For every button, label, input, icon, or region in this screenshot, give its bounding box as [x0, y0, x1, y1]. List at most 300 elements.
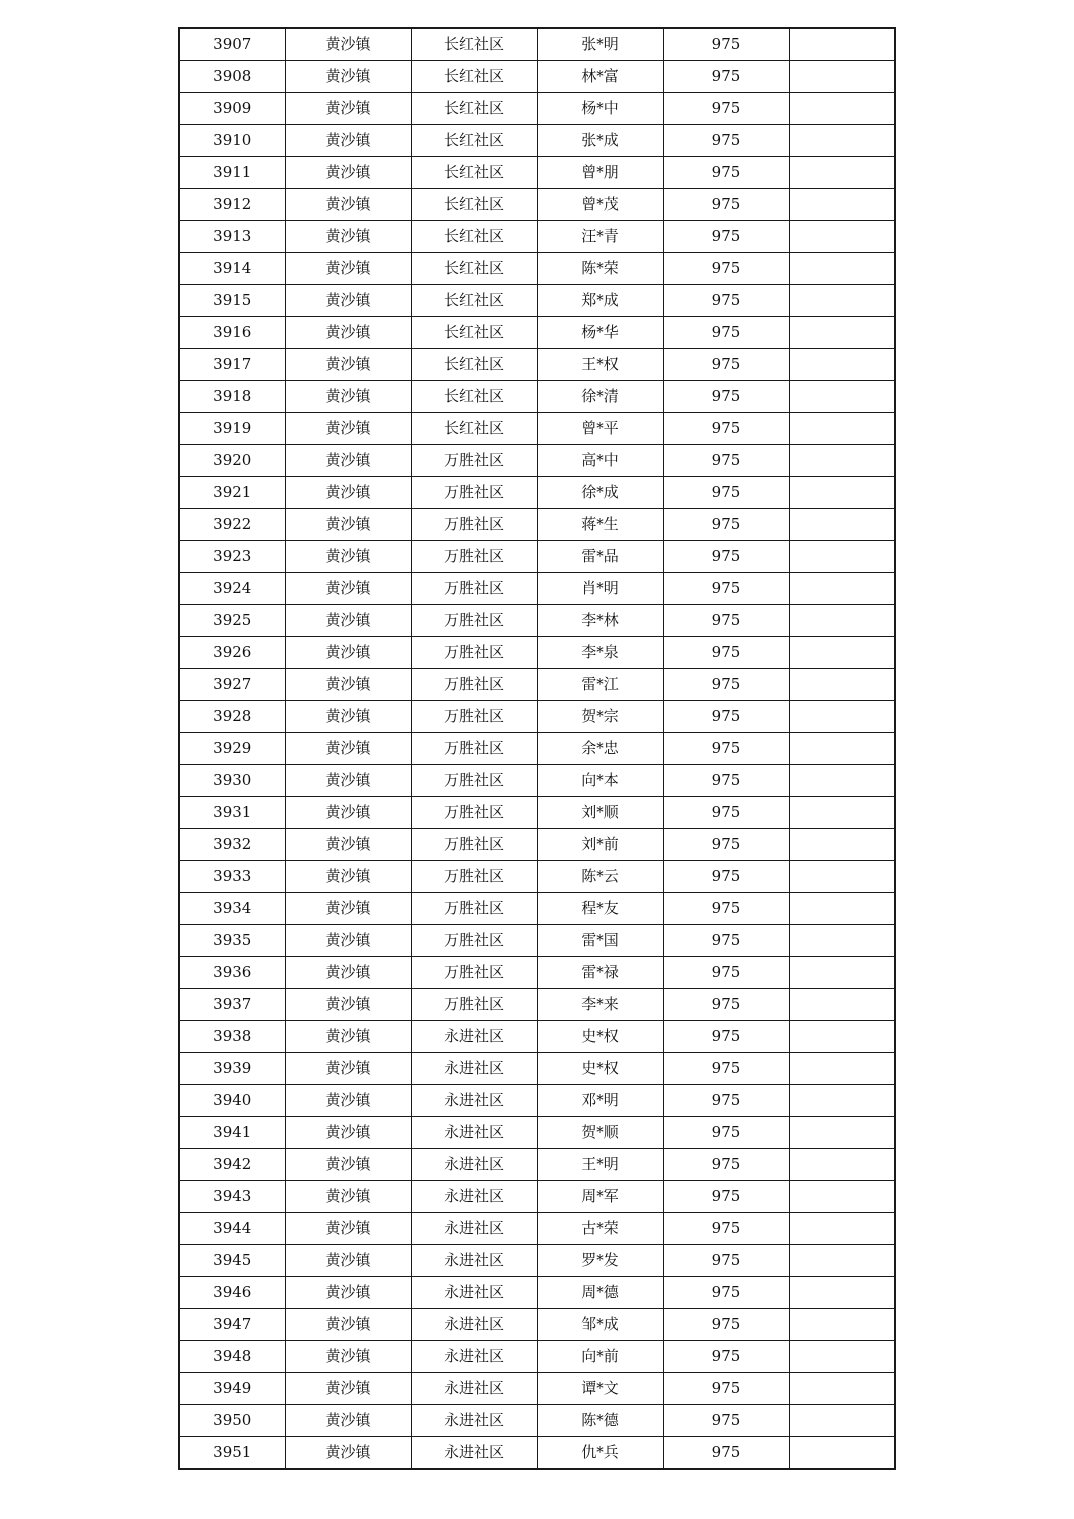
serial-number-cell: 3930 [179, 765, 285, 797]
community-cell: 万胜社区 [411, 669, 537, 701]
name-cell: 肖*明 [537, 573, 663, 605]
serial-number-cell: 3923 [179, 541, 285, 573]
amount-cell: 975 [663, 1309, 789, 1341]
amount-cell: 975 [663, 477, 789, 509]
amount-cell: 975 [663, 413, 789, 445]
name-cell: 雷*禄 [537, 957, 663, 989]
note-cell [789, 765, 895, 797]
community-cell: 长红社区 [411, 93, 537, 125]
community-cell: 永进社区 [411, 1373, 537, 1405]
table-row [179, 1277, 895, 1309]
town-cell: 黄沙镇 [285, 733, 411, 765]
note-cell [789, 413, 895, 445]
amount-cell: 975 [663, 829, 789, 861]
serial-number-cell: 3922 [179, 509, 285, 541]
town-cell: 黄沙镇 [285, 157, 411, 189]
note-cell [789, 285, 895, 317]
amount-cell: 975 [663, 957, 789, 989]
amount-cell: 975 [663, 381, 789, 413]
serial-number-cell: 3935 [179, 925, 285, 957]
note-cell [789, 1117, 895, 1149]
table-row [179, 1181, 895, 1213]
town-cell: 黄沙镇 [285, 541, 411, 573]
community-cell: 永进社区 [411, 1341, 537, 1373]
table-row [179, 829, 895, 861]
community-cell: 万胜社区 [411, 637, 537, 669]
community-cell: 长红社区 [411, 221, 537, 253]
community-cell: 万胜社区 [411, 797, 537, 829]
serial-number-cell: 3908 [179, 61, 285, 93]
serial-number-cell: 3937 [179, 989, 285, 1021]
table-row [179, 381, 895, 413]
amount-cell: 975 [663, 573, 789, 605]
serial-number-cell: 3911 [179, 157, 285, 189]
name-cell: 谭*文 [537, 1373, 663, 1405]
community-cell: 永进社区 [411, 1021, 537, 1053]
note-cell [789, 637, 895, 669]
community-cell: 万胜社区 [411, 509, 537, 541]
table-row [179, 861, 895, 893]
community-cell: 长红社区 [411, 61, 537, 93]
town-cell: 黄沙镇 [285, 1213, 411, 1245]
community-cell: 永进社区 [411, 1213, 537, 1245]
community-cell: 永进社区 [411, 1085, 537, 1117]
note-cell [789, 861, 895, 893]
table-row [179, 1213, 895, 1245]
name-cell: 刘*顺 [537, 797, 663, 829]
serial-number-cell: 3944 [179, 1213, 285, 1245]
community-cell: 长红社区 [411, 189, 537, 221]
table-row [179, 1021, 895, 1053]
serial-number-cell: 3949 [179, 1373, 285, 1405]
serial-number-cell: 3951 [179, 1437, 285, 1470]
note-cell [789, 1085, 895, 1117]
serial-number-cell: 3939 [179, 1053, 285, 1085]
name-cell: 雷*江 [537, 669, 663, 701]
note-cell [789, 221, 895, 253]
serial-number-cell: 3947 [179, 1309, 285, 1341]
note-cell [789, 669, 895, 701]
note-cell [789, 125, 895, 157]
amount-cell: 975 [663, 93, 789, 125]
note-cell [789, 1181, 895, 1213]
amount-cell: 975 [663, 1181, 789, 1213]
table-row [179, 1053, 895, 1085]
serial-number-cell: 3907 [179, 28, 285, 61]
amount-cell: 975 [663, 797, 789, 829]
amount-cell: 975 [663, 1277, 789, 1309]
serial-number-cell: 3933 [179, 861, 285, 893]
table-row [179, 541, 895, 573]
serial-number-cell: 3912 [179, 189, 285, 221]
note-cell [789, 477, 895, 509]
name-cell: 杨*中 [537, 93, 663, 125]
community-cell: 长红社区 [411, 125, 537, 157]
table-row [179, 125, 895, 157]
note-cell [789, 957, 895, 989]
town-cell: 黄沙镇 [285, 1309, 411, 1341]
town-cell: 黄沙镇 [285, 349, 411, 381]
community-cell: 万胜社区 [411, 445, 537, 477]
community-cell: 万胜社区 [411, 605, 537, 637]
town-cell: 黄沙镇 [285, 61, 411, 93]
serial-number-cell: 3948 [179, 1341, 285, 1373]
amount-cell: 975 [663, 317, 789, 349]
amount-cell: 975 [663, 28, 789, 61]
town-cell: 黄沙镇 [285, 477, 411, 509]
table-body [179, 28, 895, 1469]
amount-cell: 975 [663, 61, 789, 93]
serial-number-cell: 3945 [179, 1245, 285, 1277]
table-row [179, 221, 895, 253]
town-cell: 黄沙镇 [285, 189, 411, 221]
table-row [179, 1309, 895, 1341]
community-cell: 永进社区 [411, 1117, 537, 1149]
community-cell: 永进社区 [411, 1245, 537, 1277]
table-row [179, 28, 895, 61]
town-cell: 黄沙镇 [285, 125, 411, 157]
town-cell: 黄沙镇 [285, 701, 411, 733]
serial-number-cell: 3925 [179, 605, 285, 637]
name-cell: 张*明 [537, 28, 663, 61]
serial-number-cell: 3918 [179, 381, 285, 413]
amount-cell: 975 [663, 1373, 789, 1405]
table-row [179, 989, 895, 1021]
serial-number-cell: 3934 [179, 893, 285, 925]
town-cell: 黄沙镇 [285, 829, 411, 861]
town-cell: 黄沙镇 [285, 28, 411, 61]
name-cell: 贺*顺 [537, 1117, 663, 1149]
serial-number-cell: 3929 [179, 733, 285, 765]
community-cell: 长红社区 [411, 317, 537, 349]
amount-cell: 975 [663, 509, 789, 541]
table-row [179, 669, 895, 701]
town-cell: 黄沙镇 [285, 1181, 411, 1213]
table-row [179, 1405, 895, 1437]
community-cell: 万胜社区 [411, 925, 537, 957]
table-row [179, 317, 895, 349]
note-cell [789, 381, 895, 413]
serial-number-cell: 3916 [179, 317, 285, 349]
town-cell: 黄沙镇 [285, 765, 411, 797]
table-row [179, 445, 895, 477]
community-cell: 万胜社区 [411, 989, 537, 1021]
name-cell: 向*前 [537, 1341, 663, 1373]
note-cell [789, 1309, 895, 1341]
note-cell [789, 733, 895, 765]
town-cell: 黄沙镇 [285, 1085, 411, 1117]
table-row [179, 93, 895, 125]
serial-number-cell: 3910 [179, 125, 285, 157]
table-row [179, 893, 895, 925]
town-cell: 黄沙镇 [285, 93, 411, 125]
town-cell: 黄沙镇 [285, 925, 411, 957]
town-cell: 黄沙镇 [285, 989, 411, 1021]
community-cell: 永进社区 [411, 1277, 537, 1309]
town-cell: 黄沙镇 [285, 605, 411, 637]
amount-cell: 975 [663, 733, 789, 765]
community-cell: 长红社区 [411, 157, 537, 189]
amount-cell: 975 [663, 605, 789, 637]
community-cell: 长红社区 [411, 349, 537, 381]
town-cell: 黄沙镇 [285, 445, 411, 477]
town-cell: 黄沙镇 [285, 861, 411, 893]
name-cell: 刘*前 [537, 829, 663, 861]
name-cell: 王*明 [537, 1149, 663, 1181]
community-cell: 长红社区 [411, 381, 537, 413]
note-cell [789, 893, 895, 925]
table-row [179, 189, 895, 221]
note-cell [789, 1213, 895, 1245]
name-cell: 古*荣 [537, 1213, 663, 1245]
amount-cell: 975 [663, 1053, 789, 1085]
name-cell: 高*中 [537, 445, 663, 477]
town-cell: 黄沙镇 [285, 797, 411, 829]
name-cell: 李*来 [537, 989, 663, 1021]
name-cell: 周*军 [537, 1181, 663, 1213]
serial-number-cell: 3924 [179, 573, 285, 605]
amount-cell: 975 [663, 893, 789, 925]
note-cell [789, 797, 895, 829]
note-cell [789, 1277, 895, 1309]
note-cell [789, 1405, 895, 1437]
note-cell [789, 701, 895, 733]
note-cell [789, 573, 895, 605]
note-cell [789, 445, 895, 477]
table-row [179, 157, 895, 189]
town-cell: 黄沙镇 [285, 253, 411, 285]
amount-cell: 975 [663, 765, 789, 797]
table-row [179, 1245, 895, 1277]
amount-cell: 975 [663, 541, 789, 573]
name-cell: 曾*朋 [537, 157, 663, 189]
name-cell: 陈*云 [537, 861, 663, 893]
name-cell: 余*忠 [537, 733, 663, 765]
amount-cell: 975 [663, 349, 789, 381]
community-cell: 永进社区 [411, 1309, 537, 1341]
serial-number-cell: 3921 [179, 477, 285, 509]
community-cell: 万胜社区 [411, 541, 537, 573]
town-cell: 黄沙镇 [285, 637, 411, 669]
serial-number-cell: 3917 [179, 349, 285, 381]
town-cell: 黄沙镇 [285, 509, 411, 541]
note-cell [789, 61, 895, 93]
note-cell [789, 28, 895, 61]
name-cell: 史*权 [537, 1053, 663, 1085]
community-cell: 万胜社区 [411, 829, 537, 861]
town-cell: 黄沙镇 [285, 317, 411, 349]
table-row [179, 701, 895, 733]
subsidy-list-table [178, 27, 896, 1470]
serial-number-cell: 3943 [179, 1181, 285, 1213]
town-cell: 黄沙镇 [285, 1277, 411, 1309]
town-cell: 黄沙镇 [285, 573, 411, 605]
table-row [179, 285, 895, 317]
serial-number-cell: 3940 [179, 1085, 285, 1117]
name-cell: 曾*茂 [537, 189, 663, 221]
town-cell: 黄沙镇 [285, 1117, 411, 1149]
community-cell: 万胜社区 [411, 573, 537, 605]
community-cell: 长红社区 [411, 413, 537, 445]
amount-cell: 975 [663, 189, 789, 221]
name-cell: 陈*荣 [537, 253, 663, 285]
name-cell: 贺*宗 [537, 701, 663, 733]
table-row [179, 61, 895, 93]
name-cell: 雷*国 [537, 925, 663, 957]
table-row [179, 605, 895, 637]
serial-number-cell: 3927 [179, 669, 285, 701]
table-row [179, 765, 895, 797]
table-row [179, 1085, 895, 1117]
amount-cell: 975 [663, 1213, 789, 1245]
amount-cell: 975 [663, 701, 789, 733]
note-cell [789, 1053, 895, 1085]
serial-number-cell: 3919 [179, 413, 285, 445]
serial-number-cell: 3928 [179, 701, 285, 733]
serial-number-cell: 3931 [179, 797, 285, 829]
serial-number-cell: 3946 [179, 1277, 285, 1309]
name-cell: 林*富 [537, 61, 663, 93]
table-row [179, 1149, 895, 1181]
note-cell [789, 1021, 895, 1053]
name-cell: 史*权 [537, 1021, 663, 1053]
community-cell: 长红社区 [411, 253, 537, 285]
town-cell: 黄沙镇 [285, 1021, 411, 1053]
table-row [179, 349, 895, 381]
amount-cell: 975 [663, 253, 789, 285]
table-row [179, 637, 895, 669]
amount-cell: 975 [663, 1405, 789, 1437]
note-cell [789, 253, 895, 285]
name-cell: 向*本 [537, 765, 663, 797]
table-row [179, 1117, 895, 1149]
serial-number-cell: 3950 [179, 1405, 285, 1437]
amount-cell: 975 [663, 669, 789, 701]
town-cell: 黄沙镇 [285, 1341, 411, 1373]
note-cell [789, 989, 895, 1021]
amount-cell: 975 [663, 1149, 789, 1181]
town-cell: 黄沙镇 [285, 381, 411, 413]
serial-number-cell: 3941 [179, 1117, 285, 1149]
table-row [179, 957, 895, 989]
name-cell: 仇*兵 [537, 1437, 663, 1470]
community-cell: 万胜社区 [411, 765, 537, 797]
serial-number-cell: 3915 [179, 285, 285, 317]
table-row [179, 413, 895, 445]
table-row [179, 477, 895, 509]
name-cell: 汪*青 [537, 221, 663, 253]
amount-cell: 975 [663, 1437, 789, 1470]
community-cell: 万胜社区 [411, 733, 537, 765]
name-cell: 曾*平 [537, 413, 663, 445]
community-cell: 永进社区 [411, 1181, 537, 1213]
community-cell: 万胜社区 [411, 861, 537, 893]
town-cell: 黄沙镇 [285, 1437, 411, 1470]
serial-number-cell: 3914 [179, 253, 285, 285]
serial-number-cell: 3920 [179, 445, 285, 477]
name-cell: 陈*德 [537, 1405, 663, 1437]
town-cell: 黄沙镇 [285, 221, 411, 253]
amount-cell: 975 [663, 221, 789, 253]
table-row [179, 1373, 895, 1405]
amount-cell: 975 [663, 1085, 789, 1117]
town-cell: 黄沙镇 [285, 1373, 411, 1405]
community-cell: 万胜社区 [411, 893, 537, 925]
name-cell: 程*友 [537, 893, 663, 925]
town-cell: 黄沙镇 [285, 1245, 411, 1277]
amount-cell: 975 [663, 125, 789, 157]
town-cell: 黄沙镇 [285, 1149, 411, 1181]
amount-cell: 975 [663, 445, 789, 477]
amount-cell: 975 [663, 989, 789, 1021]
table-row [179, 925, 895, 957]
town-cell: 黄沙镇 [285, 1053, 411, 1085]
note-cell [789, 541, 895, 573]
town-cell: 黄沙镇 [285, 957, 411, 989]
note-cell [789, 605, 895, 637]
amount-cell: 975 [663, 285, 789, 317]
note-cell [789, 829, 895, 861]
note-cell [789, 157, 895, 189]
table-row [179, 1341, 895, 1373]
amount-cell: 975 [663, 861, 789, 893]
amount-cell: 975 [663, 925, 789, 957]
serial-number-cell: 3909 [179, 93, 285, 125]
note-cell [789, 1437, 895, 1470]
table-row [179, 797, 895, 829]
community-cell: 永进社区 [411, 1405, 537, 1437]
note-cell [789, 349, 895, 381]
town-cell: 黄沙镇 [285, 893, 411, 925]
name-cell: 徐*成 [537, 477, 663, 509]
serial-number-cell: 3938 [179, 1021, 285, 1053]
amount-cell: 975 [663, 1245, 789, 1277]
town-cell: 黄沙镇 [285, 285, 411, 317]
note-cell [789, 1373, 895, 1405]
name-cell: 杨*华 [537, 317, 663, 349]
community-cell: 万胜社区 [411, 957, 537, 989]
amount-cell: 975 [663, 1021, 789, 1053]
amount-cell: 975 [663, 157, 789, 189]
name-cell: 张*成 [537, 125, 663, 157]
community-cell: 长红社区 [411, 28, 537, 61]
town-cell: 黄沙镇 [285, 1405, 411, 1437]
serial-number-cell: 3942 [179, 1149, 285, 1181]
name-cell: 邹*成 [537, 1309, 663, 1341]
table-row [179, 733, 895, 765]
amount-cell: 975 [663, 637, 789, 669]
name-cell: 周*德 [537, 1277, 663, 1309]
name-cell: 郑*成 [537, 285, 663, 317]
name-cell: 徐*清 [537, 381, 663, 413]
serial-number-cell: 3913 [179, 221, 285, 253]
note-cell [789, 1245, 895, 1277]
note-cell [789, 93, 895, 125]
name-cell: 蒋*生 [537, 509, 663, 541]
amount-cell: 975 [663, 1117, 789, 1149]
table-row [179, 1437, 895, 1470]
serial-number-cell: 3926 [179, 637, 285, 669]
serial-number-cell: 3936 [179, 957, 285, 989]
table-row [179, 573, 895, 605]
town-cell: 黄沙镇 [285, 669, 411, 701]
note-cell [789, 1341, 895, 1373]
table-row [179, 253, 895, 285]
community-cell: 万胜社区 [411, 701, 537, 733]
community-cell: 长红社区 [411, 285, 537, 317]
table-row [179, 509, 895, 541]
note-cell [789, 509, 895, 541]
